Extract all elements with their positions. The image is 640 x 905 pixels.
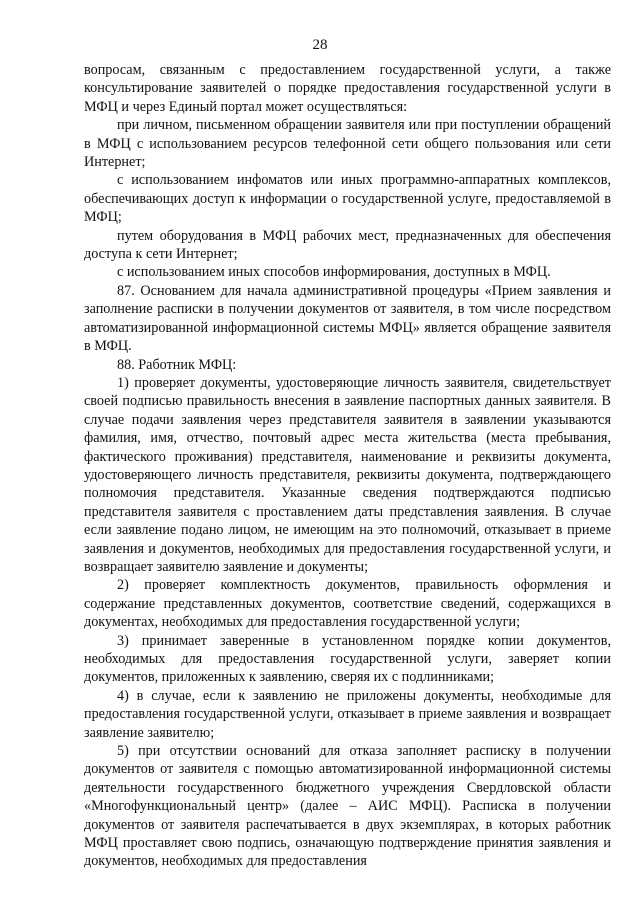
paragraph: с использованием иных способов информирования, доступных в МФЦ. xyxy=(117,264,551,281)
paragraph: с использованием инфоматов или иных программно-аппаратных комплексов, обеспечивающих доступ к информации о государственной услуге, предоставляемой в МФЦ; xyxy=(84,172,611,226)
paragraph: 5) при отсутствии оснований для отказа заполняет расписку в получении документов от заявителя с помощью автоматизированной информационной системы деятельности государственного бюджетного учреждения Свердловской области «Многофункциональный центр» (далее – АИС МФЦ). Расписка в получении документов от заявителя распечатывается в двух экземплярах, в которых работник МФЦ проставляет свою подпись, означающую подтверждение принятия заявления и документов, необходимых для предоставления xyxy=(84,743,611,870)
paragraph: при личном, письменном обращении заявителя или при поступлении обращений в МФЦ с использованием ресурсов телефонной сети общего пользования или сети Интернет; xyxy=(84,117,611,171)
paragraph: путем оборудования в МФЦ рабочих мест, предназначенных для обеспечения доступа к сети Интернет; xyxy=(84,227,611,263)
paragraph: 2) проверяет комплектность документов, правильность оформления и содержание представленных документов, соответствие сведений, содержащихся в документах, необходимых для предоставления государственной услуги; xyxy=(84,577,611,631)
paragraph: 3) принимает заверенные в установленном порядке копии документов, необходимых для предоставления государственной услуги, заверяет копии документов, приложенных к заявлению, сверяя их с подлинниками; xyxy=(84,632,611,686)
paragraph: 88. Работник МФЦ: xyxy=(117,356,237,373)
page-number: 28 xyxy=(312,37,328,53)
paragraph: 4) в случае, если к заявлению не приложены документы, необходимые для предоставления государственной услуги, отказывает в приеме заявления и возвращает заявление заявителю; xyxy=(84,687,611,741)
paragraph: 87. Основанием для начала административной процедуры «Прием заявления и заполнение расписки в получении документов от заявителя, в том числе посредством автоматизированной информационной системы МФЦ» является обращение заявителя в МФЦ. xyxy=(84,282,611,355)
document-body xyxy=(84,61,611,871)
paragraph: вопросам, связанным с предоставлением государственной услуги, а также консультирование заявителей о порядке предоставления государственной услуги в МФЦ и через Единый портал может осуществляться: xyxy=(84,62,611,115)
paragraph: 1) проверяет документы, удостоверяющие личность заявителя, свидетельствует своей подписью правильность внесения в заявление паспортных данных заявителя. В случае подачи заявления через представителя заявителя в заявлении указываются фамилия, имя, отчество, почтовый адрес места жительства (места пребывания, фактического проживания) представителя, наименование и реквизиты документа, удостоверяющего личность представителя, реквизиты документа, подтверждающего полномочия представителя. Указанные сведения подтверждаются подписью представителя заявителя с проставлением даты представления заявления. В случае если заявление подано лицом, не имеющим на это полномочий, отказывает в приеме заявления и документов, необходимых для предоставления государственной услуги, и возвращает заявителю заявление и документы; xyxy=(84,374,611,575)
